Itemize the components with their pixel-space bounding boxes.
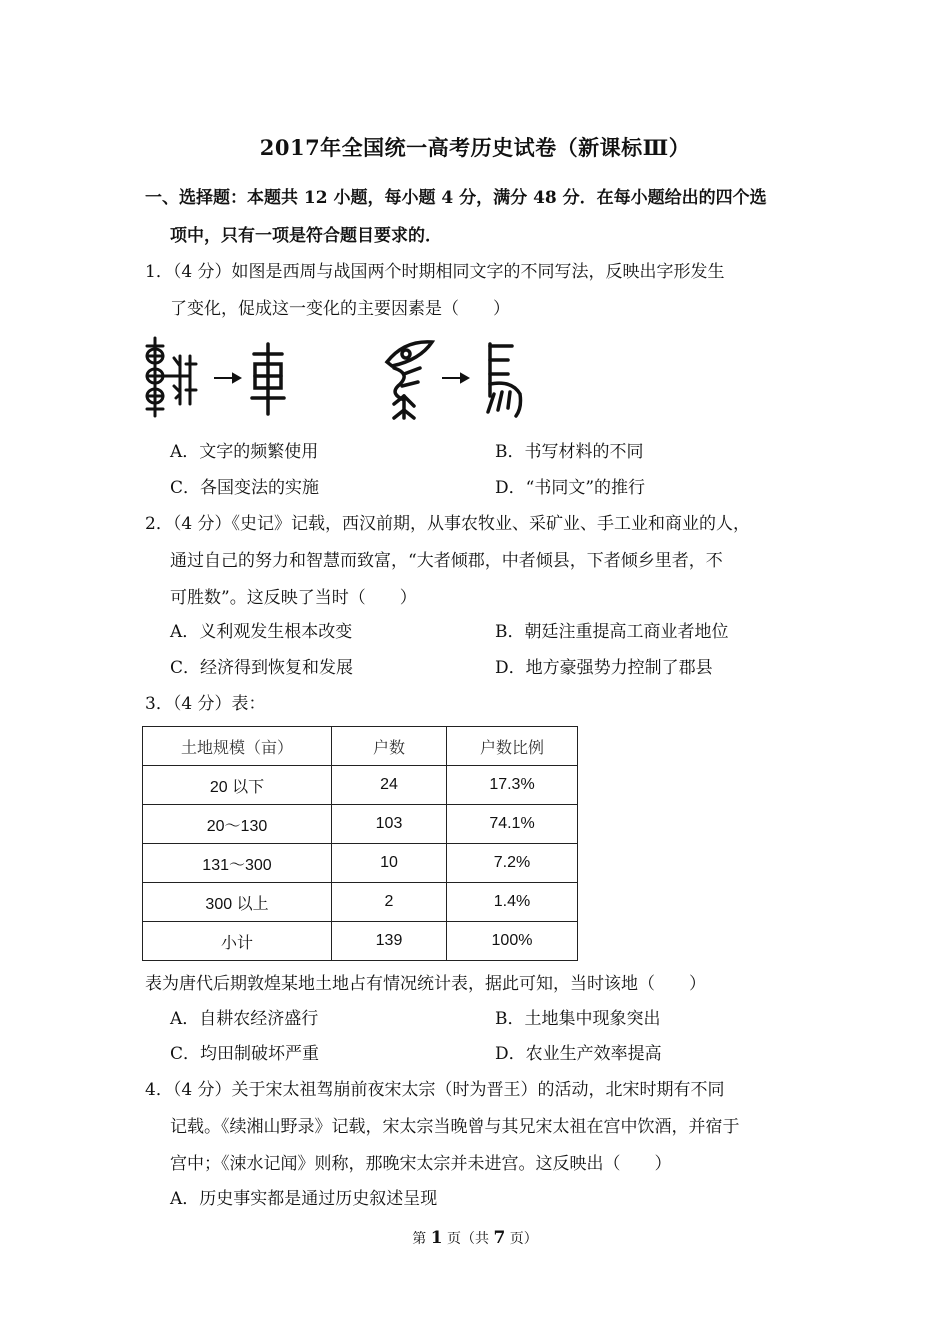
table-cell: 7.2% [447,844,578,883]
table-cell: 20 以下 [143,766,332,805]
table-cell: 24 [332,766,447,805]
zhou-ma-glyph-icon [387,342,432,418]
question-2-line3: 可胜数”。这反映了当时（ ） [170,588,417,608]
question-1-option-a: A．文字的频繁使用 [170,442,319,462]
question-3-option-a: A．自耕农经济盛行 [170,1009,319,1029]
warring-states-ma-glyph-icon [488,344,521,416]
question-3-option-c: C．均田制破坏严重 [170,1044,320,1064]
land-statistics-table [142,726,578,961]
question-1-line1: 1．（4 分）如图是西周与战国两个时期相同文字的不同写法，反映出字形发生 [145,262,725,282]
question-3-line1: 3．（4 分）表： [145,694,266,714]
table-row [143,844,578,883]
question-number: 3． [145,694,173,714]
table-header-row [143,727,578,766]
table-row [143,766,578,805]
question-4-option-a: A．历史事实都是通过历史叙述呈现 [170,1189,438,1209]
page-title: 2017年全国统一高考历史试卷（新课标Ⅲ） [259,135,691,160]
table-cell: 139 [332,922,447,961]
table-cell: 小计 [143,922,332,961]
question-2-option-c: C．经济得到恢复和发展 [170,658,354,678]
arrow-icon [214,374,240,382]
question-number: 4． [145,1080,173,1100]
question-1-line2: 了变化，促成这一变化的主要因素是（ ） [170,299,510,319]
question-2-option-a: A．义利观发生根本改变 [170,622,353,642]
table-cell: 300 以上 [143,883,332,922]
table-cell: 17.3% [447,766,578,805]
table-cell: 131～300 [143,844,332,883]
question-4-line2: 记载。《续湘山野录》记载，宋太宗当晚曾与其兄宋太祖在宫中饮酒，并宿于 [170,1117,740,1137]
question-1-option-d: D．“书同文”的推行 [495,478,646,498]
table-cell: 1.4% [447,883,578,922]
page-footer: 第 1 页（共 7 页） [412,1228,538,1248]
question-1-option-c: C．各国变法的实施 [170,478,320,498]
ancient-character-figure [142,334,542,420]
total-page-number: 7 [493,1228,506,1248]
arrow-icon-2 [442,374,468,382]
table-header-cell: 土地规模（亩） [143,727,332,766]
question-number: 2． [145,514,173,534]
table-cell: 10 [332,844,447,883]
table-cell: 74.1% [447,805,578,844]
section-heading-line2: 项中，只有一项是符合题目要求的． [170,226,442,246]
table-cell: 103 [332,805,447,844]
question-2-option-d: D．地方豪强势力控制了郡县 [495,658,713,678]
question-4-line1: 4．（4 分）关于宋太祖驾崩前夜宋太宗（时为晋王）的活动，北宋时期有不同 [145,1080,725,1100]
table-row [143,883,578,922]
question-2-line2: 通过自己的努力和智慧而致富，“大者倾郡，中者倾县，下者倾乡里者，不 [170,551,723,571]
table-row [143,805,578,844]
question-4-line3: 宫中；《涑水记闻》则称，那晚宋太宗并未进宫。这反映出（ ） [170,1154,672,1174]
table-row [143,922,578,961]
table-cell: 100% [447,922,578,961]
question-number: 1． [145,262,173,282]
table-cell: 20～130 [143,805,332,844]
table-cell: 2 [332,883,447,922]
question-2-line1: 2．（4 分）《史记》记载，西汉前期，从事农牧业、采矿业、手工业和商业的人， [145,514,751,534]
section-heading-line1: 一、选择题：本题共 12 小题，每小题 4 分，满分 48 分．在每小题给出的四个选 [145,188,767,208]
question-3-option-d: D．农业生产效率提高 [495,1044,662,1064]
warring-states-che-glyph-icon [252,344,284,414]
table-header-cell: 户数比例 [447,727,578,766]
current-page-number: 1 [430,1228,443,1248]
question-3-option-b: B．土地集中现象突出 [495,1009,661,1029]
question-1-option-b: B．书写材料的不同 [495,442,644,462]
question-2-option-b: B．朝廷注重提高工商业者地位 [495,622,729,642]
table-header-cell: 户数 [332,727,447,766]
zhou-che-glyph-icon [147,338,196,416]
question-3-after-table: 表为唐代后期敦煌某地土地占有情况统计表，据此可知，当时该地（ ） [145,974,706,994]
